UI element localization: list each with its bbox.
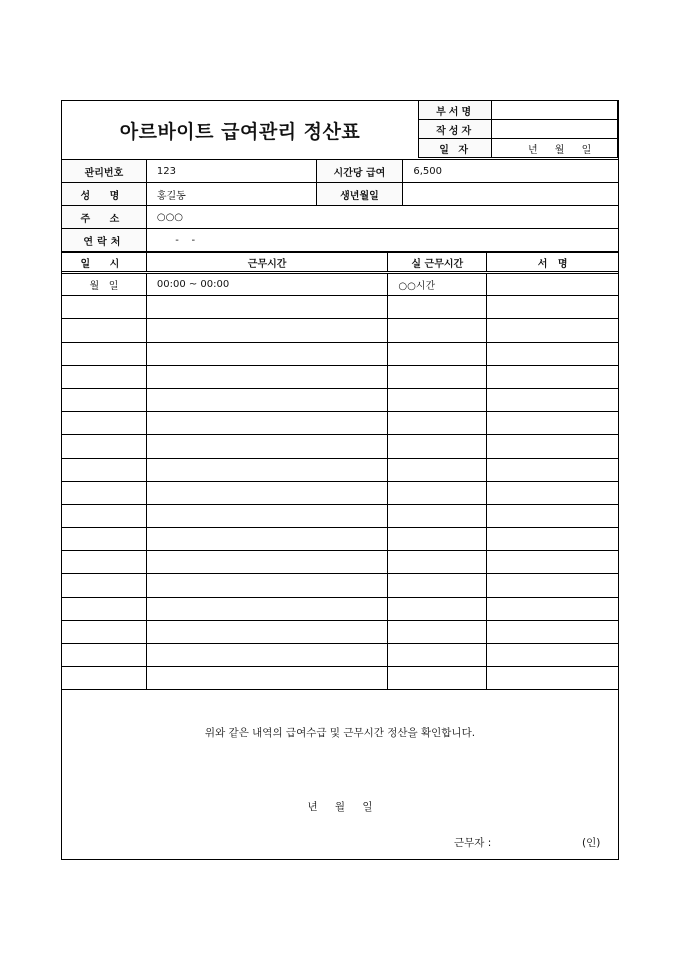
log-actual-cell[interactable] bbox=[388, 597, 487, 620]
dept-field[interactable] bbox=[492, 101, 618, 120]
log-hours-cell[interactable] bbox=[146, 528, 388, 551]
footer-date[interactable]: 년 월 일 bbox=[307, 801, 373, 813]
log-sign-cell[interactable] bbox=[487, 528, 619, 551]
log-actual-cell[interactable] bbox=[388, 342, 487, 365]
table-row bbox=[62, 574, 619, 597]
table-row bbox=[62, 435, 619, 458]
log-actual-cell[interactable] bbox=[388, 435, 487, 458]
worker-label: 근무자 : bbox=[454, 837, 492, 849]
log-sign-cell[interactable] bbox=[487, 574, 619, 597]
log-sign-cell[interactable] bbox=[487, 504, 619, 527]
table-row bbox=[62, 481, 619, 504]
table-row bbox=[62, 458, 619, 481]
log-hours-cell[interactable] bbox=[146, 342, 388, 365]
log-sign-cell[interactable] bbox=[487, 644, 619, 667]
table-row bbox=[62, 644, 619, 667]
log-date-cell[interactable] bbox=[62, 504, 147, 527]
log-actual-cell[interactable] bbox=[388, 667, 487, 690]
log-date-cell[interactable] bbox=[62, 620, 147, 643]
log-sign-cell[interactable] bbox=[487, 412, 619, 435]
log-hours-cell[interactable] bbox=[146, 620, 388, 643]
address-field[interactable]: ○○○ bbox=[146, 206, 618, 229]
log-actual-cell[interactable]: ○○시간 bbox=[388, 273, 487, 296]
log-actual-cell[interactable] bbox=[388, 319, 487, 342]
manage-no-label: 관리번호 bbox=[62, 160, 147, 183]
log-actual-cell[interactable] bbox=[388, 551, 487, 574]
log-hours-cell[interactable] bbox=[146, 319, 388, 342]
date-field[interactable]: 년 월 일 bbox=[492, 139, 618, 158]
table-row bbox=[62, 620, 619, 643]
table-row bbox=[62, 597, 619, 620]
log-actual-cell[interactable] bbox=[388, 365, 487, 388]
name-label: 성 명 bbox=[62, 183, 147, 206]
name-field[interactable]: 홍길동 bbox=[146, 183, 316, 206]
log-sign-cell[interactable] bbox=[487, 319, 619, 342]
log-body bbox=[62, 273, 619, 690]
log-actual-cell[interactable] bbox=[388, 644, 487, 667]
contact-label: 연락처 bbox=[62, 229, 147, 252]
writer-field[interactable] bbox=[492, 120, 618, 139]
confirmation-footer bbox=[62, 713, 618, 859]
birth-label: 생년월일 bbox=[316, 183, 403, 206]
log-actual-cell[interactable] bbox=[388, 481, 487, 504]
log-hours-cell[interactable] bbox=[146, 667, 388, 690]
table-row bbox=[62, 273, 619, 296]
table-row bbox=[62, 667, 619, 690]
table-row bbox=[62, 412, 619, 435]
log-hours-cell[interactable] bbox=[146, 296, 388, 319]
log-actual-cell[interactable] bbox=[388, 296, 487, 319]
table-row bbox=[62, 319, 619, 342]
log-date-cell[interactable] bbox=[62, 458, 147, 481]
log-date-cell[interactable] bbox=[62, 296, 147, 319]
log-date-cell[interactable] bbox=[62, 412, 147, 435]
log-hours-cell[interactable] bbox=[146, 481, 388, 504]
work-log-table bbox=[61, 252, 619, 690]
log-sign-cell[interactable] bbox=[487, 296, 619, 319]
confirm-text: 위와 같은 내역의 급여수급 및 근무시간 정산을 확인합니다. bbox=[204, 727, 476, 739]
log-hours-cell[interactable] bbox=[146, 597, 388, 620]
log-hours-cell[interactable] bbox=[146, 644, 388, 667]
table-row bbox=[62, 388, 619, 411]
hourly-wage-field[interactable]: 6,500 bbox=[403, 160, 619, 183]
log-date-cell[interactable] bbox=[62, 319, 147, 342]
log-sign-cell[interactable] bbox=[487, 342, 619, 365]
log-actual-cell[interactable] bbox=[388, 574, 487, 597]
log-header-hours: 근무시간 bbox=[146, 253, 388, 273]
log-actual-cell[interactable] bbox=[388, 388, 487, 411]
log-actual-cell[interactable] bbox=[388, 412, 487, 435]
log-hours-cell[interactable] bbox=[146, 458, 388, 481]
log-date-cell[interactable] bbox=[62, 644, 147, 667]
log-actual-cell[interactable] bbox=[388, 528, 487, 551]
manage-no-field[interactable]: 123 bbox=[146, 160, 316, 183]
log-hours-cell[interactable] bbox=[146, 504, 388, 527]
info-table bbox=[61, 159, 619, 252]
form-title: 아르바이트 급여관리 정산표 bbox=[119, 120, 361, 143]
log-actual-cell[interactable] bbox=[388, 504, 487, 527]
log-date-cell[interactable] bbox=[62, 435, 147, 458]
log-sign-cell[interactable] bbox=[487, 551, 619, 574]
writer-label: 작성자 bbox=[419, 120, 492, 139]
log-date-cell[interactable] bbox=[62, 551, 147, 574]
log-hours-cell[interactable] bbox=[146, 388, 388, 411]
log-actual-cell[interactable] bbox=[388, 458, 487, 481]
log-header-datetime: 일 시 bbox=[62, 253, 147, 273]
table-row bbox=[62, 528, 619, 551]
table-row bbox=[62, 551, 619, 574]
log-hours-cell[interactable] bbox=[146, 365, 388, 388]
log-actual-cell[interactable] bbox=[388, 620, 487, 643]
log-hours-cell[interactable]: 00:00 ~ 00:00 bbox=[146, 273, 388, 296]
log-date-cell[interactable] bbox=[62, 481, 147, 504]
birth-field[interactable] bbox=[403, 183, 619, 206]
contact-field[interactable]: - - bbox=[146, 229, 618, 252]
log-hours-cell[interactable] bbox=[146, 574, 388, 597]
log-date-cell[interactable] bbox=[62, 667, 147, 690]
log-header-actual: 실 근무시간 bbox=[388, 253, 487, 273]
approval-box bbox=[418, 100, 618, 158]
address-label: 주 소 bbox=[62, 206, 147, 229]
log-sign-cell[interactable] bbox=[487, 458, 619, 481]
log-date-cell[interactable] bbox=[62, 528, 147, 551]
log-header-sign: 서 명 bbox=[487, 253, 619, 273]
log-date-cell[interactable] bbox=[62, 365, 147, 388]
dept-label: 부서명 bbox=[419, 101, 492, 120]
log-sign-cell[interactable] bbox=[487, 597, 619, 620]
log-sign-cell[interactable] bbox=[487, 667, 619, 690]
hourly-wage-label: 시간당 급여 bbox=[316, 160, 403, 183]
settlement-form bbox=[61, 100, 619, 860]
seal-mark: (인) bbox=[582, 837, 601, 849]
log-hours-cell[interactable] bbox=[146, 412, 388, 435]
log-hours-cell[interactable] bbox=[146, 435, 388, 458]
date-label: 일 자 bbox=[419, 139, 492, 158]
log-date-cell[interactable] bbox=[62, 574, 147, 597]
table-row bbox=[62, 365, 619, 388]
log-sign-cell[interactable] bbox=[487, 365, 619, 388]
log-sign-cell[interactable] bbox=[487, 481, 619, 504]
log-hours-cell[interactable] bbox=[146, 551, 388, 574]
log-date-cell[interactable] bbox=[62, 388, 147, 411]
log-date-cell[interactable] bbox=[62, 597, 147, 620]
table-row bbox=[62, 296, 619, 319]
log-date-cell[interactable] bbox=[62, 342, 147, 365]
log-sign-cell[interactable] bbox=[487, 273, 619, 296]
log-sign-cell[interactable] bbox=[487, 388, 619, 411]
log-sign-cell[interactable] bbox=[487, 620, 619, 643]
log-date-cell[interactable]: 월 일 bbox=[62, 273, 147, 296]
table-row bbox=[62, 342, 619, 365]
table-row bbox=[62, 504, 619, 527]
log-sign-cell[interactable] bbox=[487, 435, 619, 458]
